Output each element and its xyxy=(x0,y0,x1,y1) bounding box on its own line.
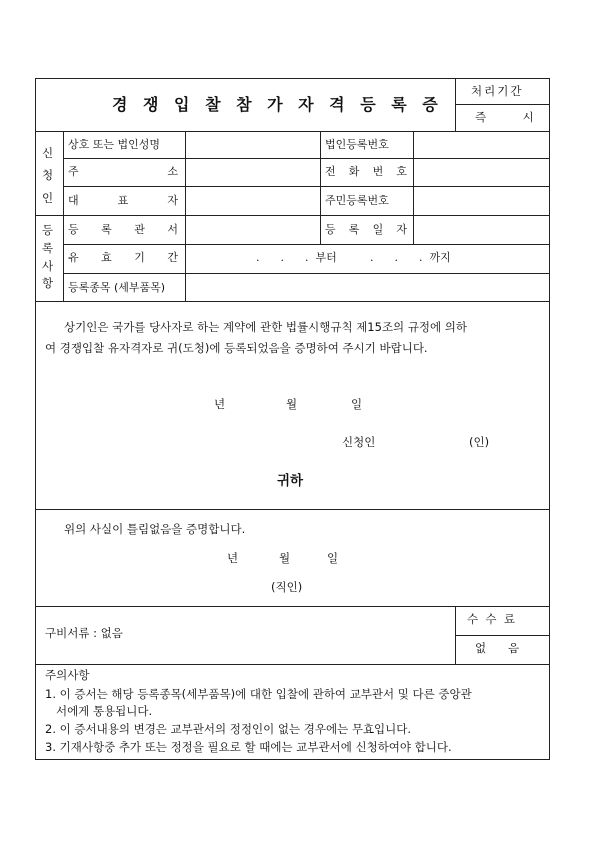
applicant-seal-label: (인) xyxy=(469,435,490,449)
validity-period-label: 유 효 기 간 xyxy=(68,251,178,264)
registration-office-field[interactable] xyxy=(186,216,319,243)
statement-line-2: 여 경쟁입찰 유자격자로 귀(도청)에 등록되었음을 증명하여 주시기 바랍니다. xyxy=(45,341,428,355)
statement-date-day: 일 xyxy=(351,397,363,411)
resident-no-label: 주민등록번호 xyxy=(325,194,389,207)
registration-office-label: 등 록 관 서 xyxy=(68,223,178,236)
validity-to[interactable]: . . . 까지 xyxy=(370,251,451,264)
phone-label: 전 화 번 호 xyxy=(325,165,407,178)
fee-value: 없 음 xyxy=(475,641,520,655)
registration-category-label: 등록종목 (세부품목) xyxy=(68,281,166,294)
corp-reg-no-field[interactable] xyxy=(414,132,549,157)
representative-label: 대 표 자 xyxy=(68,194,178,207)
official-seal-label: (직인) xyxy=(271,580,303,594)
note-item-1: 1. 이 증서는 해당 등록종목(세부품목)에 대한 입찰에 관하여 교부관서 및 다른 중앙관 xyxy=(45,687,472,701)
validity-from[interactable]: . . . 부터 xyxy=(256,251,337,264)
statement-date-year: 년 xyxy=(214,397,226,411)
applicant-section-label: 신 청 인 xyxy=(42,146,54,205)
registration-section-label: 등 록 사 항 xyxy=(42,223,54,291)
note-item-2: 2. 이 증서내용의 변경은 교부관서의 정정인이 없는 경우에는 무효입니다. xyxy=(45,722,412,736)
recipient-label: 귀하 xyxy=(277,473,304,489)
processing-period-label: 처리기간 xyxy=(471,84,524,98)
representative-field[interactable] xyxy=(186,187,319,214)
address-field[interactable] xyxy=(186,159,319,185)
fee-label: 수 수 료 xyxy=(467,612,515,626)
certification-text: 위의 사실이 틀림없음을 증명합니다. xyxy=(64,522,246,536)
corp-reg-no-label: 법인등록번호 xyxy=(325,138,389,151)
registration-date-field[interactable] xyxy=(414,216,549,243)
note-item-1-cont: 서에게 통용됩니다. xyxy=(45,704,153,718)
notes-title: 주의사항 xyxy=(45,668,90,682)
certification-date-month: 월 xyxy=(279,551,291,565)
registration-date-label: 등 록 일 자 xyxy=(325,223,407,236)
required-documents-label: 구비서류 : 없음 xyxy=(45,626,123,640)
statement-date-month: 월 xyxy=(286,397,298,411)
note-item-3: 3. 기재사항중 추가 또는 정정을 필요로 할 때에는 교부관서에 신청하여야 합니다. xyxy=(45,740,452,754)
form-title: 경 쟁 입 찰 참 가 자 격 등 록 증 xyxy=(112,95,443,114)
company-name-label: 상호 또는 법인성명 xyxy=(68,138,161,151)
statement-line-1: 상기인은 국가를 당사자로 하는 계약에 관한 법률시행규칙 제15조의 규정에 의하 xyxy=(64,320,468,334)
applicant-signature-label: 신청인 xyxy=(342,435,376,449)
address-label: 주 소 xyxy=(68,165,178,178)
resident-no-field[interactable] xyxy=(414,187,549,214)
company-name-field[interactable] xyxy=(186,132,319,157)
processing-period-value: 즉 시 xyxy=(475,110,534,124)
registration-category-field[interactable] xyxy=(186,274,549,300)
certification-date-day: 일 xyxy=(327,551,339,565)
phone-field[interactable] xyxy=(414,159,549,185)
certification-date-year: 년 xyxy=(227,551,239,565)
